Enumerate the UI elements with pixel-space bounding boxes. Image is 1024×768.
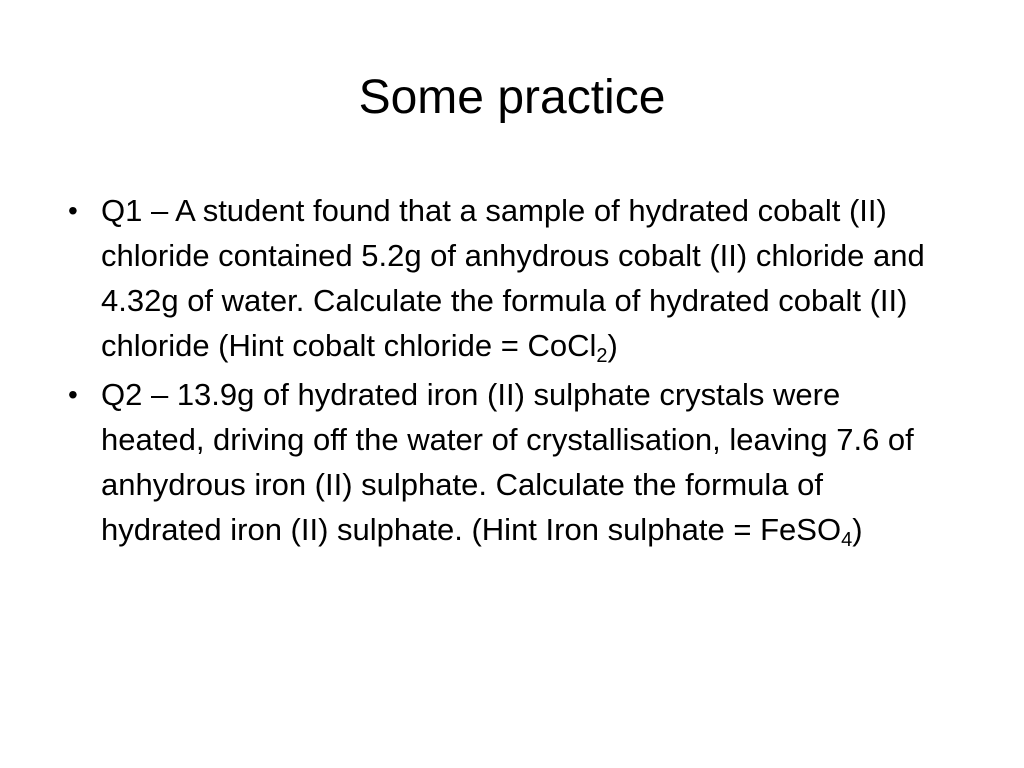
bullet-item-q2	[68, 372, 948, 552]
bullet-text: Q2 – 13.9g of hydrated iron (II) sulphate crystals were heated, driving off the water of crystallisation, leaving 7.6 of anhydrous iron (II) sulphate. Calculate the formula of hydrated iron (II) sulphate. (Hint Iron sulphate = FeSO	[101, 377, 914, 547]
bullet-subscript: 4	[841, 529, 853, 551]
bullet-text: Q1 – A student found that a sample of hydrated cobalt (II) chloride contained 5.2g of anhydrous cobalt (II) chloride and 4.32g of water. Calculate the formula of hydrated cobalt (II) chloride (Hint cobalt chloride = CoCl	[101, 193, 925, 363]
slide-title: Some practice	[358, 71, 666, 124]
bullet-item-q1	[68, 188, 948, 368]
bullet-dot-icon: •	[68, 379, 78, 410]
bullet-dot-icon: •	[68, 195, 78, 226]
bullet-subscript: 2	[596, 345, 608, 367]
bullet-tail: )	[607, 328, 618, 363]
bullet-tail: )	[852, 512, 863, 547]
bullet-list	[68, 188, 948, 556]
